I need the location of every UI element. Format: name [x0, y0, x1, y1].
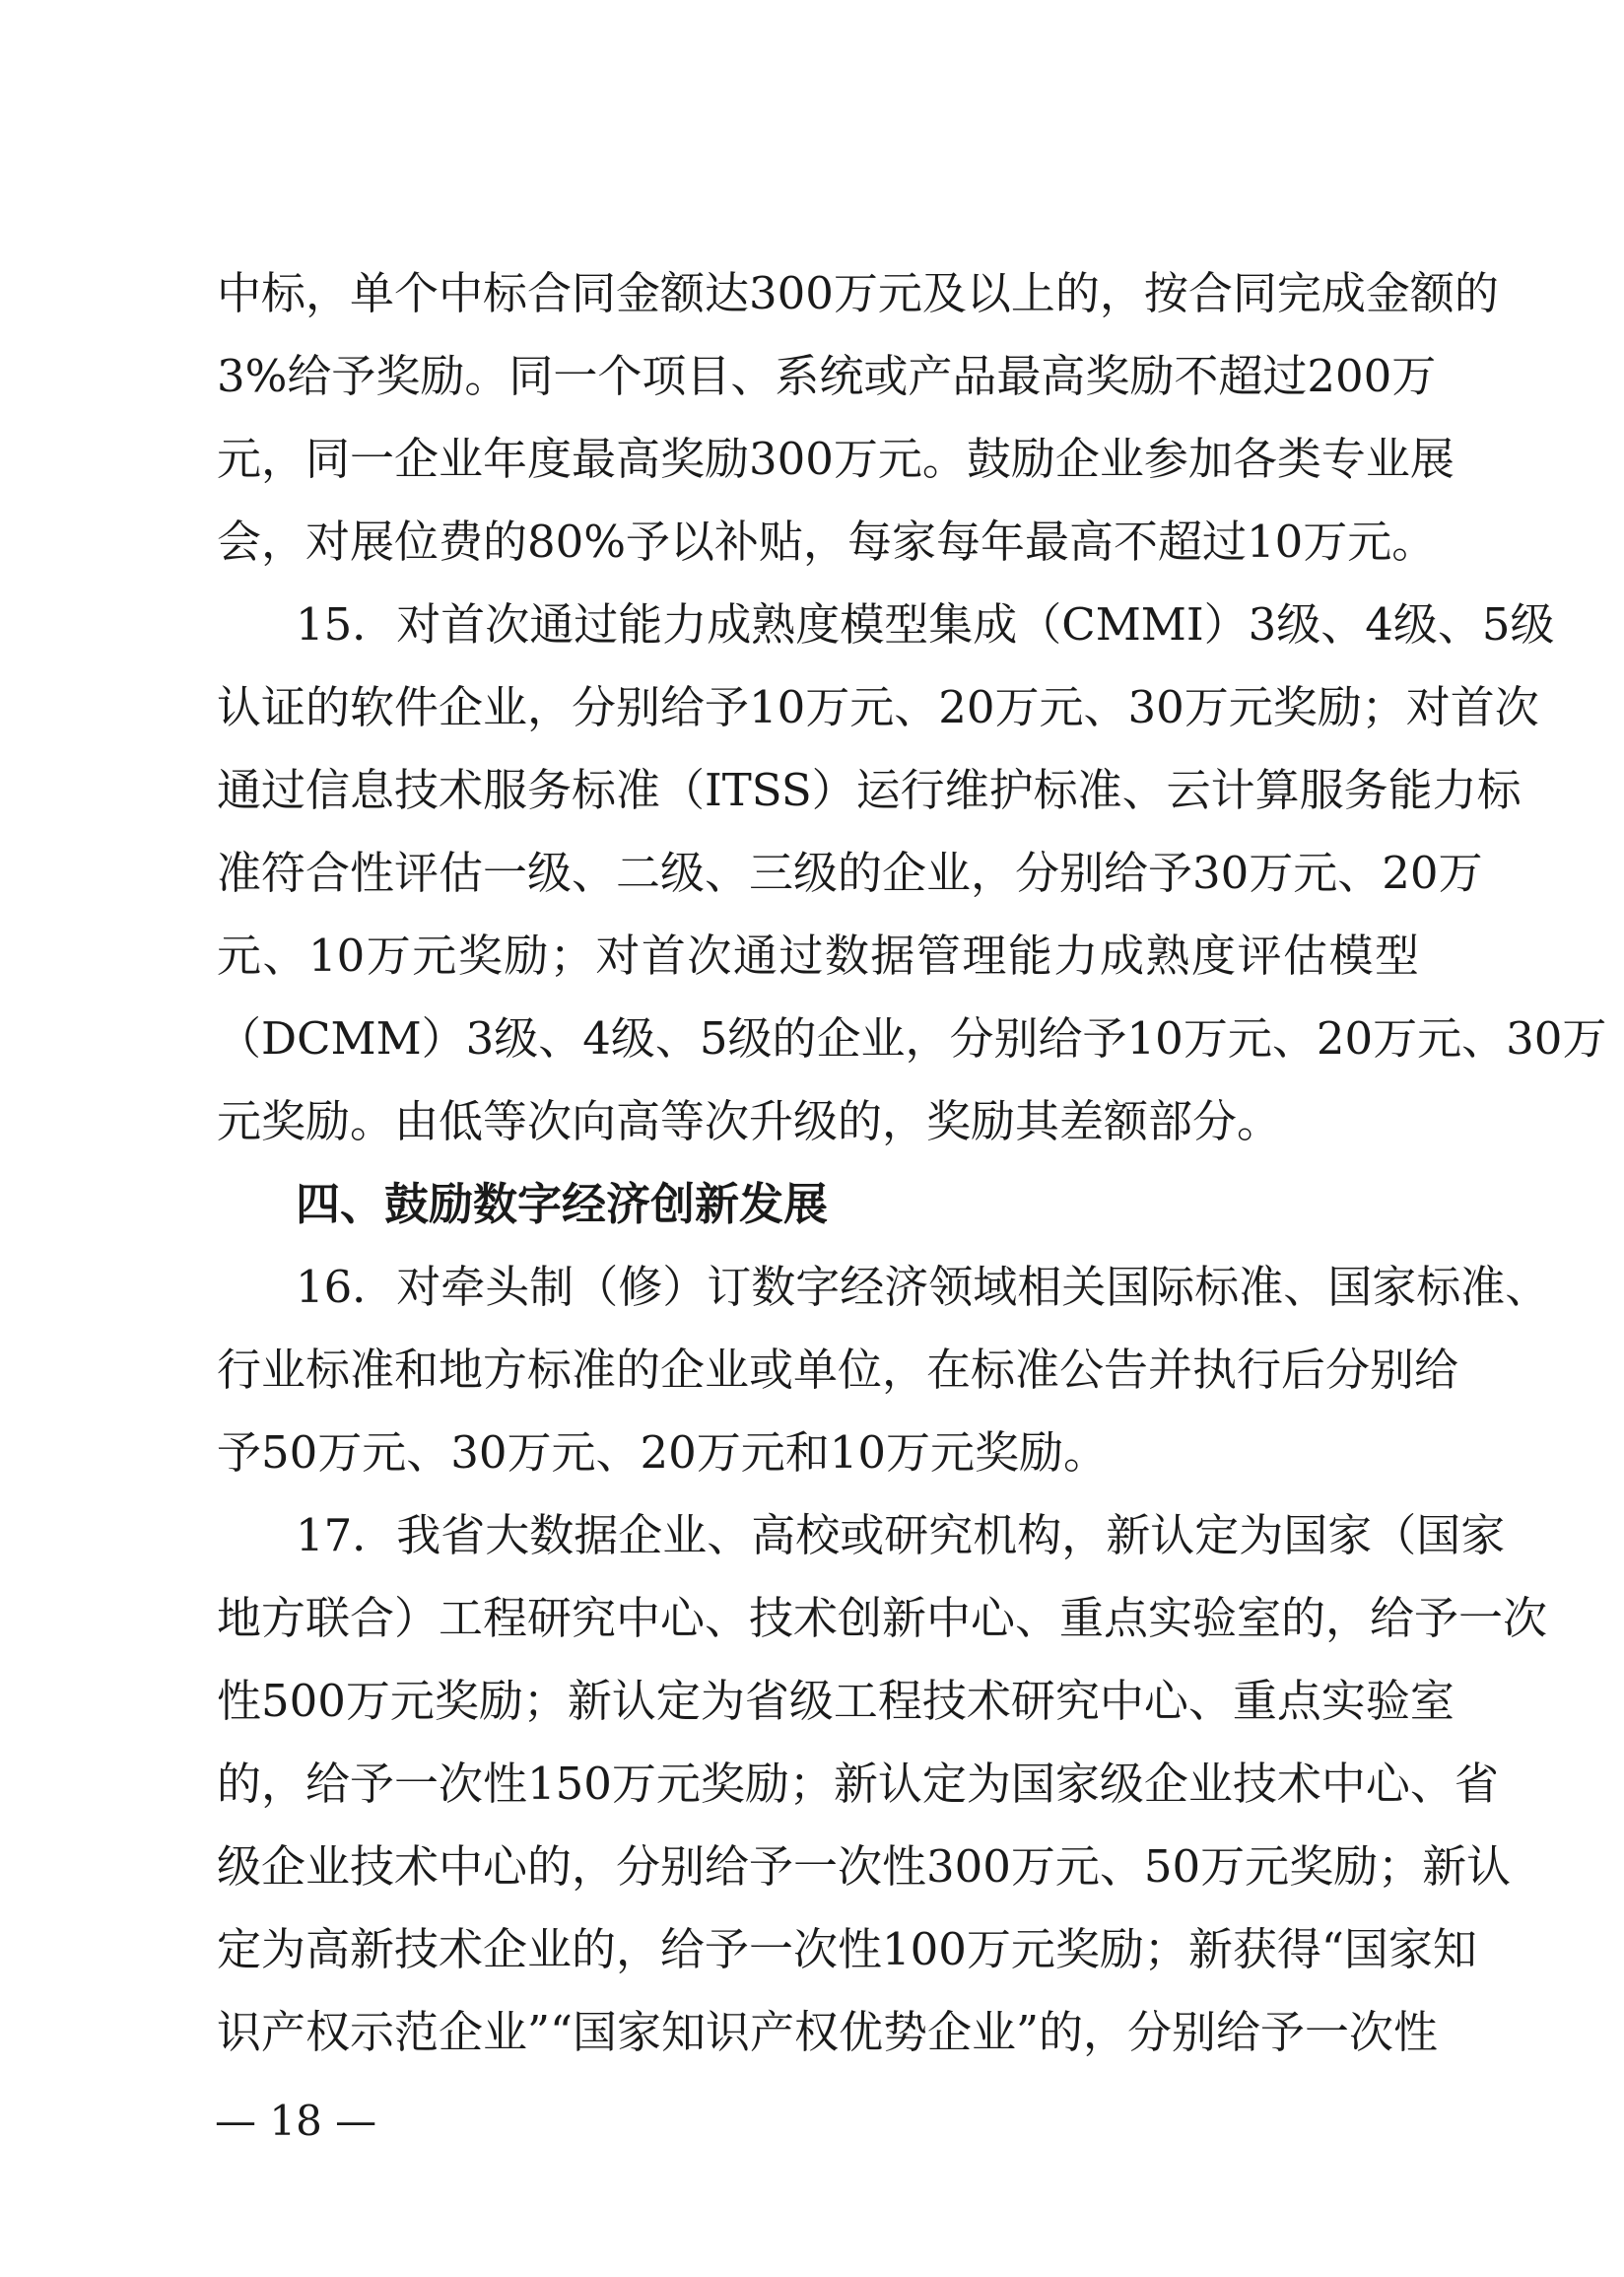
text-line: 行业标准和地方标准的企业或单位，在标准公告并执行后分别给 [217, 1344, 1459, 1396]
text-line: 元奖励。由低等次向高等次升级的，奖励其差额部分。 [217, 1095, 1282, 1147]
text-line: 元，同一企业年度最高奖励300万元。鼓励企业参加各类专业展 [217, 433, 1455, 485]
text-line: 性500万元奖励；新认定为省级工程技术研究中心、重点实验室 [217, 1675, 1455, 1727]
text-line: 通过信息技术服务标准（ITSS）运行维护标准、云计算服务能力标 [217, 764, 1522, 816]
text-line: 中标，单个中标合同金额达300万元及以上的，按合同完成金额的 [217, 267, 1499, 319]
text-line: （DCMM）3级、4级、5级的企业，分别给予10万元、20万元、30万 [217, 1012, 1607, 1065]
text-line: 会，对展位费的80%予以补贴，每家每年最高不超过10万元。 [217, 516, 1437, 568]
text-line: 认证的软件企业，分别给予10万元、20万元、30万元奖励；对首次 [217, 681, 1539, 733]
text-line: 定为高新技术企业的，给予一次性100万元奖励；新获得“国家知 [217, 1923, 1477, 1975]
paragraph-16-first-line: 16．对牵头制（修）订数字经济领域相关国际标准、国家标准、 [296, 1261, 1550, 1313]
text-line: 地方联合）工程研究中心、技术创新中心、重点实验室的，给予一次 [217, 1592, 1548, 1644]
text-line: 3%给予奖励。同一个项目、系统或产品最高奖励不超过200万 [217, 350, 1437, 402]
text-line: 识产权示范企业”“国家知识产权优势企业”的，分别给予一次性 [217, 2006, 1439, 2058]
text-line: 准符合性评估一级、二级、三级的企业，分别给予30万元、20万 [217, 847, 1483, 899]
section-heading: 四、鼓励数字经济创新发展 [296, 1178, 829, 1230]
text-line: 的，给予一次性150万元奖励；新认定为国家级企业技术中心、省 [217, 1758, 1499, 1810]
paragraph-15-first-line: 15．对首次通过能力成熟度模型集成（CMMI）3级、4级、5级 [296, 598, 1555, 651]
text-line: 级企业技术中心的，分别给予一次性300万元、50万元奖励；新认 [217, 1840, 1512, 1893]
page-number: — 18 — [215, 2097, 377, 2145]
text-line: 予50万元、30万元、20万元和10万元奖励。 [217, 1426, 1109, 1479]
text-line: 元、10万元奖励；对首次通过数据管理能力成熟度评估模型 [217, 930, 1419, 982]
paragraph-17-first-line: 17．我省大数据企业、高校或研究机构，新认定为国家（国家 [296, 1509, 1506, 1561]
